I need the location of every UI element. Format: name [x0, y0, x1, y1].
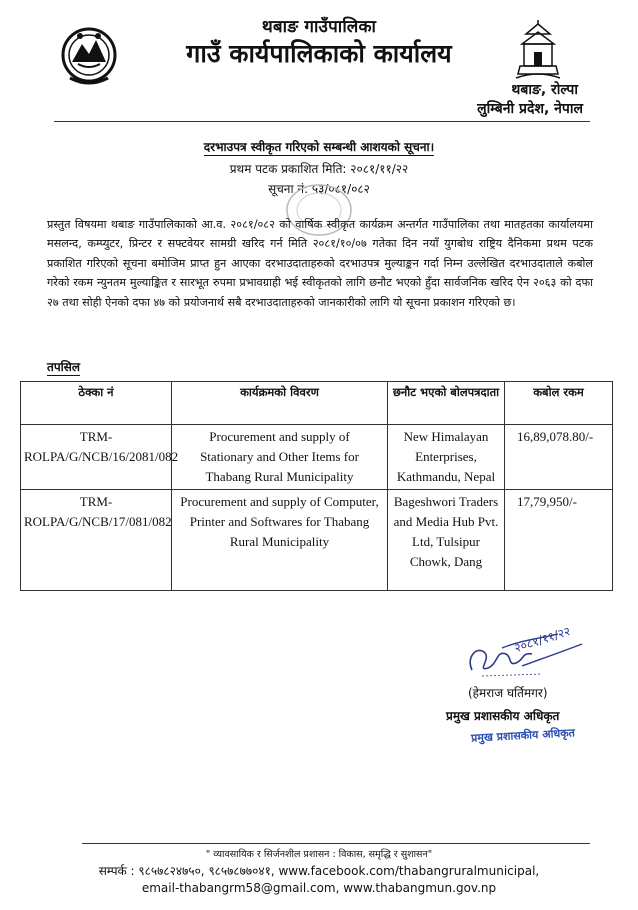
awarded-bids-table	[20, 381, 613, 591]
contract-no-cell: TRM-ROLPA/G/NCB/17/081/082	[21, 490, 172, 591]
footer-contact-line-2: email-thabangrm58@gmail.com, www.thabangmun.gov.np	[141, 881, 497, 895]
table-header-row	[21, 382, 613, 425]
notice-title	[0, 138, 638, 155]
amount-cell: 17,79,950/-	[505, 490, 613, 591]
table-row	[21, 425, 613, 490]
footer-slogan: " व्यावसायिक र सिर्जनशील प्रशासन : विकास, समृद्धि र सुशासन"	[205, 849, 433, 860]
signatory-title: प्रमुख प्रशासकीय अधिकृत	[446, 709, 560, 723]
bidder-cell: Bageshwori Traders and Media Hub Pvt. Ltd, Tulsipur Chowk, Dang	[388, 490, 505, 591]
header-contract-no: ठेक्का नं	[21, 382, 172, 425]
notice-number: सूचना नं: ५३/०८१/०८२	[268, 182, 370, 196]
publish-date: प्रथम पटक प्रकाशित मिति: २०८१/११/२२	[229, 162, 409, 176]
amount-cell: 16,89,078.80/-	[505, 425, 613, 490]
footer-divider	[82, 843, 590, 844]
header-bidder: छनौट भएको बोलपत्रदाता	[388, 382, 505, 425]
notice-title-text: दरभाउपत्र स्वीकृत गरिएको सम्बन्धी आशयको सूचना।	[203, 140, 435, 154]
office-name: गाउँ कार्यपालिकाको कार्यालय	[186, 39, 452, 68]
official-stamp-text: प्रमुख प्रशासकीय अधिकृत	[470, 726, 576, 745]
table-row	[21, 490, 613, 591]
location-line-2: लुम्बिनी प्रदेश, नेपाल	[477, 101, 583, 117]
description-cell: Procurement and supply of Stationary and Other Items for Thabang Rural Municipality	[172, 425, 388, 490]
contract-no-cell: TRM-ROLPA/G/NCB/16/2081/082	[21, 425, 172, 490]
signatory-name: (हेमराज घर्तिमगर)	[468, 686, 548, 700]
header-amount: कबोल रकम	[505, 382, 613, 425]
location-line-1: थबाङ, रोल्पा	[511, 82, 578, 98]
header-divider	[54, 121, 590, 122]
schedule-heading: तपसिल	[47, 360, 81, 374]
bidder-cell: New Himalayan Enterprises, Kathmandu, Nepal	[388, 425, 505, 490]
footer-contact-line-1: सम्पर्क : ९८५७८२४७५०, ९८५७८७७०४१, www.facebook.com/thabangruralmunicipal,	[98, 864, 540, 878]
header-description: कार्यक्रमको विवरण	[172, 382, 388, 425]
municipality-temple-emblem-icon	[514, 20, 562, 82]
municipality-name: थबाङ गाउँपालिका	[261, 17, 377, 37]
notice-body-paragraph: प्रस्तुत विषयमा थबाङ गाउँपालिकाको आ.व. २०८१/०८२ को वार्षिक स्वीकृत कार्यक्रम अन्तर्गत गाउँपालिका तथा मातहतका कार्यालयमा मसलन्द, कम्प्युटर, प्रिन्टर र सफ्टवेयर सामग्री खरिद गर्न मिति २०८१/१०/०७ गतेका दिन नयाँ युगबोध राष्ट्रिय दैनिकमा प्रथम पटक प्रकाशित गरिएको सूचना बमोजिम प्राप्त हुन आएका दरभाउदाताहरुको दरभाउपत्र मुल्याङ्कन गर्दा निम्न उल्लेखित दरभाउदाताले कबोल गरेको रकम न्युनतम मुल्याङ्कित र सारभूत रुपमा प्रभावग्राही भई स्वीकृतको लागि छनौट भएको हुँदा सार्वजनिक खरिद ऐन २०६३ को दफा २७ तथा सोही ऐनको दफा ४७ को प्रयोजनार्थ सबै दरभाउदाताहरुको जानकारीको लागि यो सूचना प्रकाशन गरिएको छ।	[47, 218, 593, 309]
description-cell: Procurement and supply of Computer, Printer and Softwares for Thabang Rural Municipality	[172, 490, 388, 591]
signature-date: २०८१/११/२२	[512, 623, 573, 656]
